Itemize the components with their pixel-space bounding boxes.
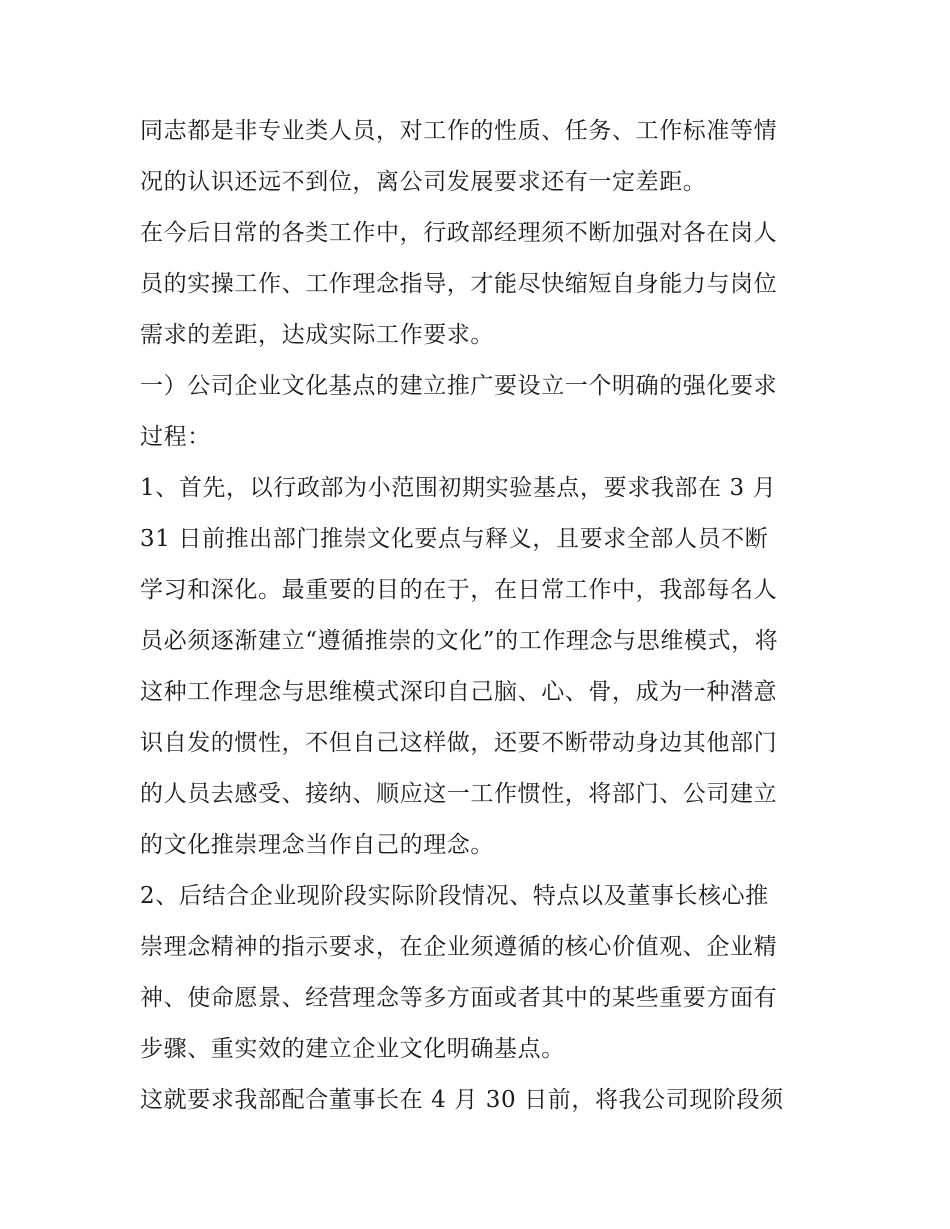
text-line: 这种工作理念与思维模式深印自己脑、心、骨，成为一种潜意	[140, 679, 778, 705]
text-line: 需求的差距，达成实际工作要求。	[140, 322, 494, 348]
text-line: 神、使命愿景、经营理念等多方面或者其中的某些重要方面有	[140, 985, 778, 1011]
text-line: 31 日前推出部门推崇文化要点与释义，且要求全部人员不断	[140, 526, 769, 552]
document-body	[140, 106, 820, 1126]
text-line: 一）公司企业文化基点的建立推广要设立一个明确的强化要求	[140, 373, 778, 399]
text-line: 步骤、重实效的建立企业文化明确基点。	[140, 1036, 565, 1062]
text-line: 过程：	[140, 424, 211, 450]
text-line: 员的实操工作、工作理念指导，才能尽快缩短自身能力与岗位	[140, 271, 778, 297]
text-line: 学习和深化。最重要的目的在于，在日常工作中，我部每名人	[140, 577, 778, 603]
text-line: 2、后结合企业现阶段实际阶段情况、特点以及董事长核心推	[140, 883, 769, 909]
text-line: 1、首先，以行政部为小范围初期实验基点，要求我部在 3 月	[140, 475, 777, 501]
text-line: 同志都是非专业类人员，对工作的性质、任务、工作标准等情	[140, 118, 778, 144]
text-line: 员必须逐渐建立“遵循推崇的文化”的工作理念与思维模式，将	[140, 628, 779, 654]
text-line: 的文化推崇理念当作自己的理念。	[140, 832, 494, 858]
text-line: 在今后日常的各类工作中，行政部经理须不断加强对各在岗人	[140, 220, 778, 246]
text-line: 况的认识还远不到位，离公司发展要求还有一定差距。	[140, 169, 707, 195]
text-line: 识自发的惯性，不但自己这样做，还要不断带动身边其他部门	[140, 730, 778, 756]
text-line: 崇理念精神的指示要求，在企业须遵循的核心价值观、企业精	[140, 934, 778, 960]
text-line: 的人员去感受、接纳、顺应这一工作惯性，将部门、公司建立	[140, 781, 778, 807]
text-line: 这就要求我部配合董事长在 4 月 30 日前，将我公司现阶段须	[140, 1087, 784, 1113]
